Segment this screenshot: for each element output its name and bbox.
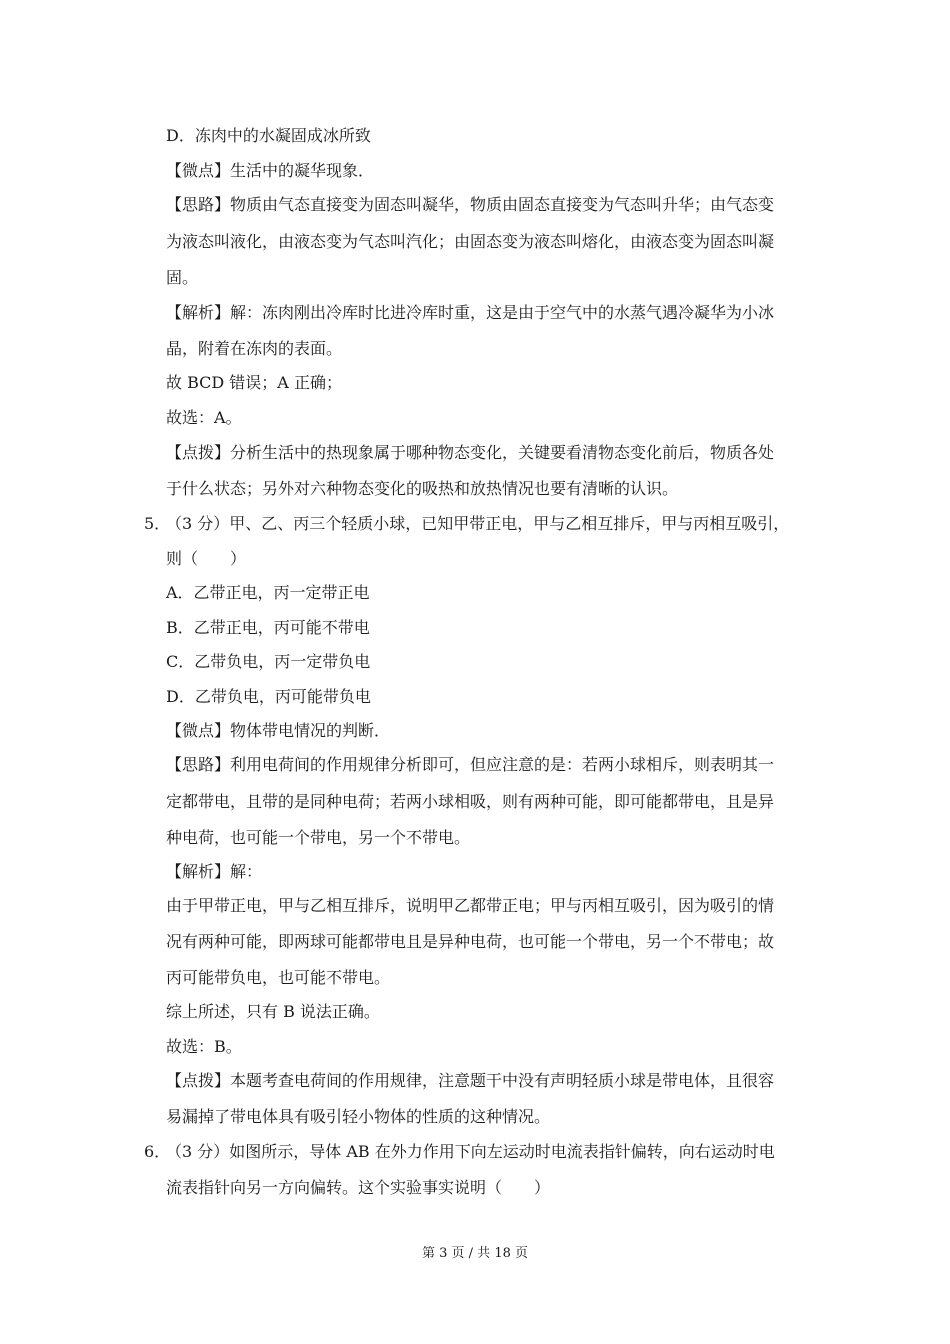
- q4-silu-line-1: 【思路】物质由气态直接变为固态叫凝华，物质由固态直接变为气态叫升华；由气态变: [166, 195, 775, 214]
- q5-jiexi-line-5: 综上所述，只有 B 说法正确。: [166, 1002, 380, 1021]
- q4-dianbo-line-2: 于什么状态；另外对六种物态变化的吸热和放热情况也要有清晰的认识。: [166, 479, 679, 498]
- q4-jiexi-line-3: 故 BCD 错误；A 正确；: [166, 373, 342, 392]
- q4-option-d: D．冻肉中的水凝固成冰所致: [166, 126, 371, 145]
- q5-dianbo-line-1: 【点拨】本题考查电荷间的作用规律，注意题干中没有声明轻质小球是带电体，且很容: [166, 1071, 775, 1090]
- q5-jiexi-line-4: 丙可能带负电，也可能不带电。: [166, 968, 391, 987]
- q6-stem-line-1: （3 分）如图所示，导体 AB 在外力作用下向左运动时电流表指针偏转，向右运动时电: [166, 1142, 775, 1161]
- q4-silu-line-3: 固。: [166, 268, 199, 287]
- q4-weidian: 【微点】生活中的凝华现象．: [166, 161, 375, 180]
- q5-answer: 故选：B。: [166, 1037, 242, 1056]
- q5-stem-line-2: 则（ ）: [166, 549, 247, 568]
- q5-jiexi-line-2: 由于甲带正电，甲与乙相互排斥，说明甲乙都带正电；甲与丙相互吸引，因为吸引的情: [166, 896, 775, 915]
- q6-number: 6．: [144, 1142, 171, 1161]
- q5-silu-line-2: 定都带电，且带的是同种电荷；若两小球相吸，则有两种可能，即可能都带电，且是异: [166, 792, 775, 811]
- q5-silu-line-1: 【思路】利用电荷间的作用规律分析即可，但应注意的是：若两小球相斥，则表明其一: [166, 755, 775, 774]
- q5-option-a: A．乙带正电，丙一定带正电: [166, 583, 370, 602]
- q5-option-b: B．乙带正电，丙可能不带电: [166, 618, 370, 637]
- q5-stem-line-1: （3 分）甲、乙、丙三个轻质小球，已知甲带正电，甲与乙相互排斥，甲与丙相互吸引，: [166, 514, 790, 533]
- q4-answer: 故选：A。: [166, 408, 242, 427]
- q4-silu-line-2: 为液态叫液化，由液态变为气态叫汽化；由固态变为液态叫熔化，由液态变为固态叫凝: [166, 232, 775, 251]
- q5-silu-line-3: 种电荷，也可能一个带电，另一个不带电。: [166, 828, 471, 847]
- q5-dianbo-line-2: 易漏掉了带电体具有吸引轻小物体的性质的这种情况。: [166, 1107, 551, 1126]
- q6-stem-line-2: 流表指针向另一方向偏转。这个实验事实说明（ ）: [166, 1178, 551, 1197]
- q5-option-d: D．乙带负电，丙可能带负电: [166, 687, 371, 706]
- q4-dianbo-line-1: 【点拨】分析生活中的热现象属于哪种物态变化，关键要看清物态变化前后，物质各处: [166, 443, 775, 462]
- q5-jiexi-line-3: 况有两种可能，即两球可能都带电且是异种电荷，也可能一个带电，另一个不带电；故: [166, 932, 775, 951]
- q5-option-c: C．乙带负电，丙一定带负电: [166, 652, 371, 671]
- q4-jiexi-line-2: 晶，附着在冻肉的表面。: [166, 339, 343, 358]
- q5-jiexi-line-1: 【解析】解：: [166, 862, 263, 881]
- q4-jiexi-line-1: 【解析】解：冻肉刚出冷库时比进冷库时重，这是由于空气中的水蒸气遇冷凝华为小冰: [166, 303, 775, 322]
- q5-weidian: 【微点】物体带电情况的判断．: [166, 721, 391, 740]
- page-footer: 第 3 页 / 共 18 页: [422, 1246, 528, 1261]
- q5-number: 5．: [144, 514, 171, 533]
